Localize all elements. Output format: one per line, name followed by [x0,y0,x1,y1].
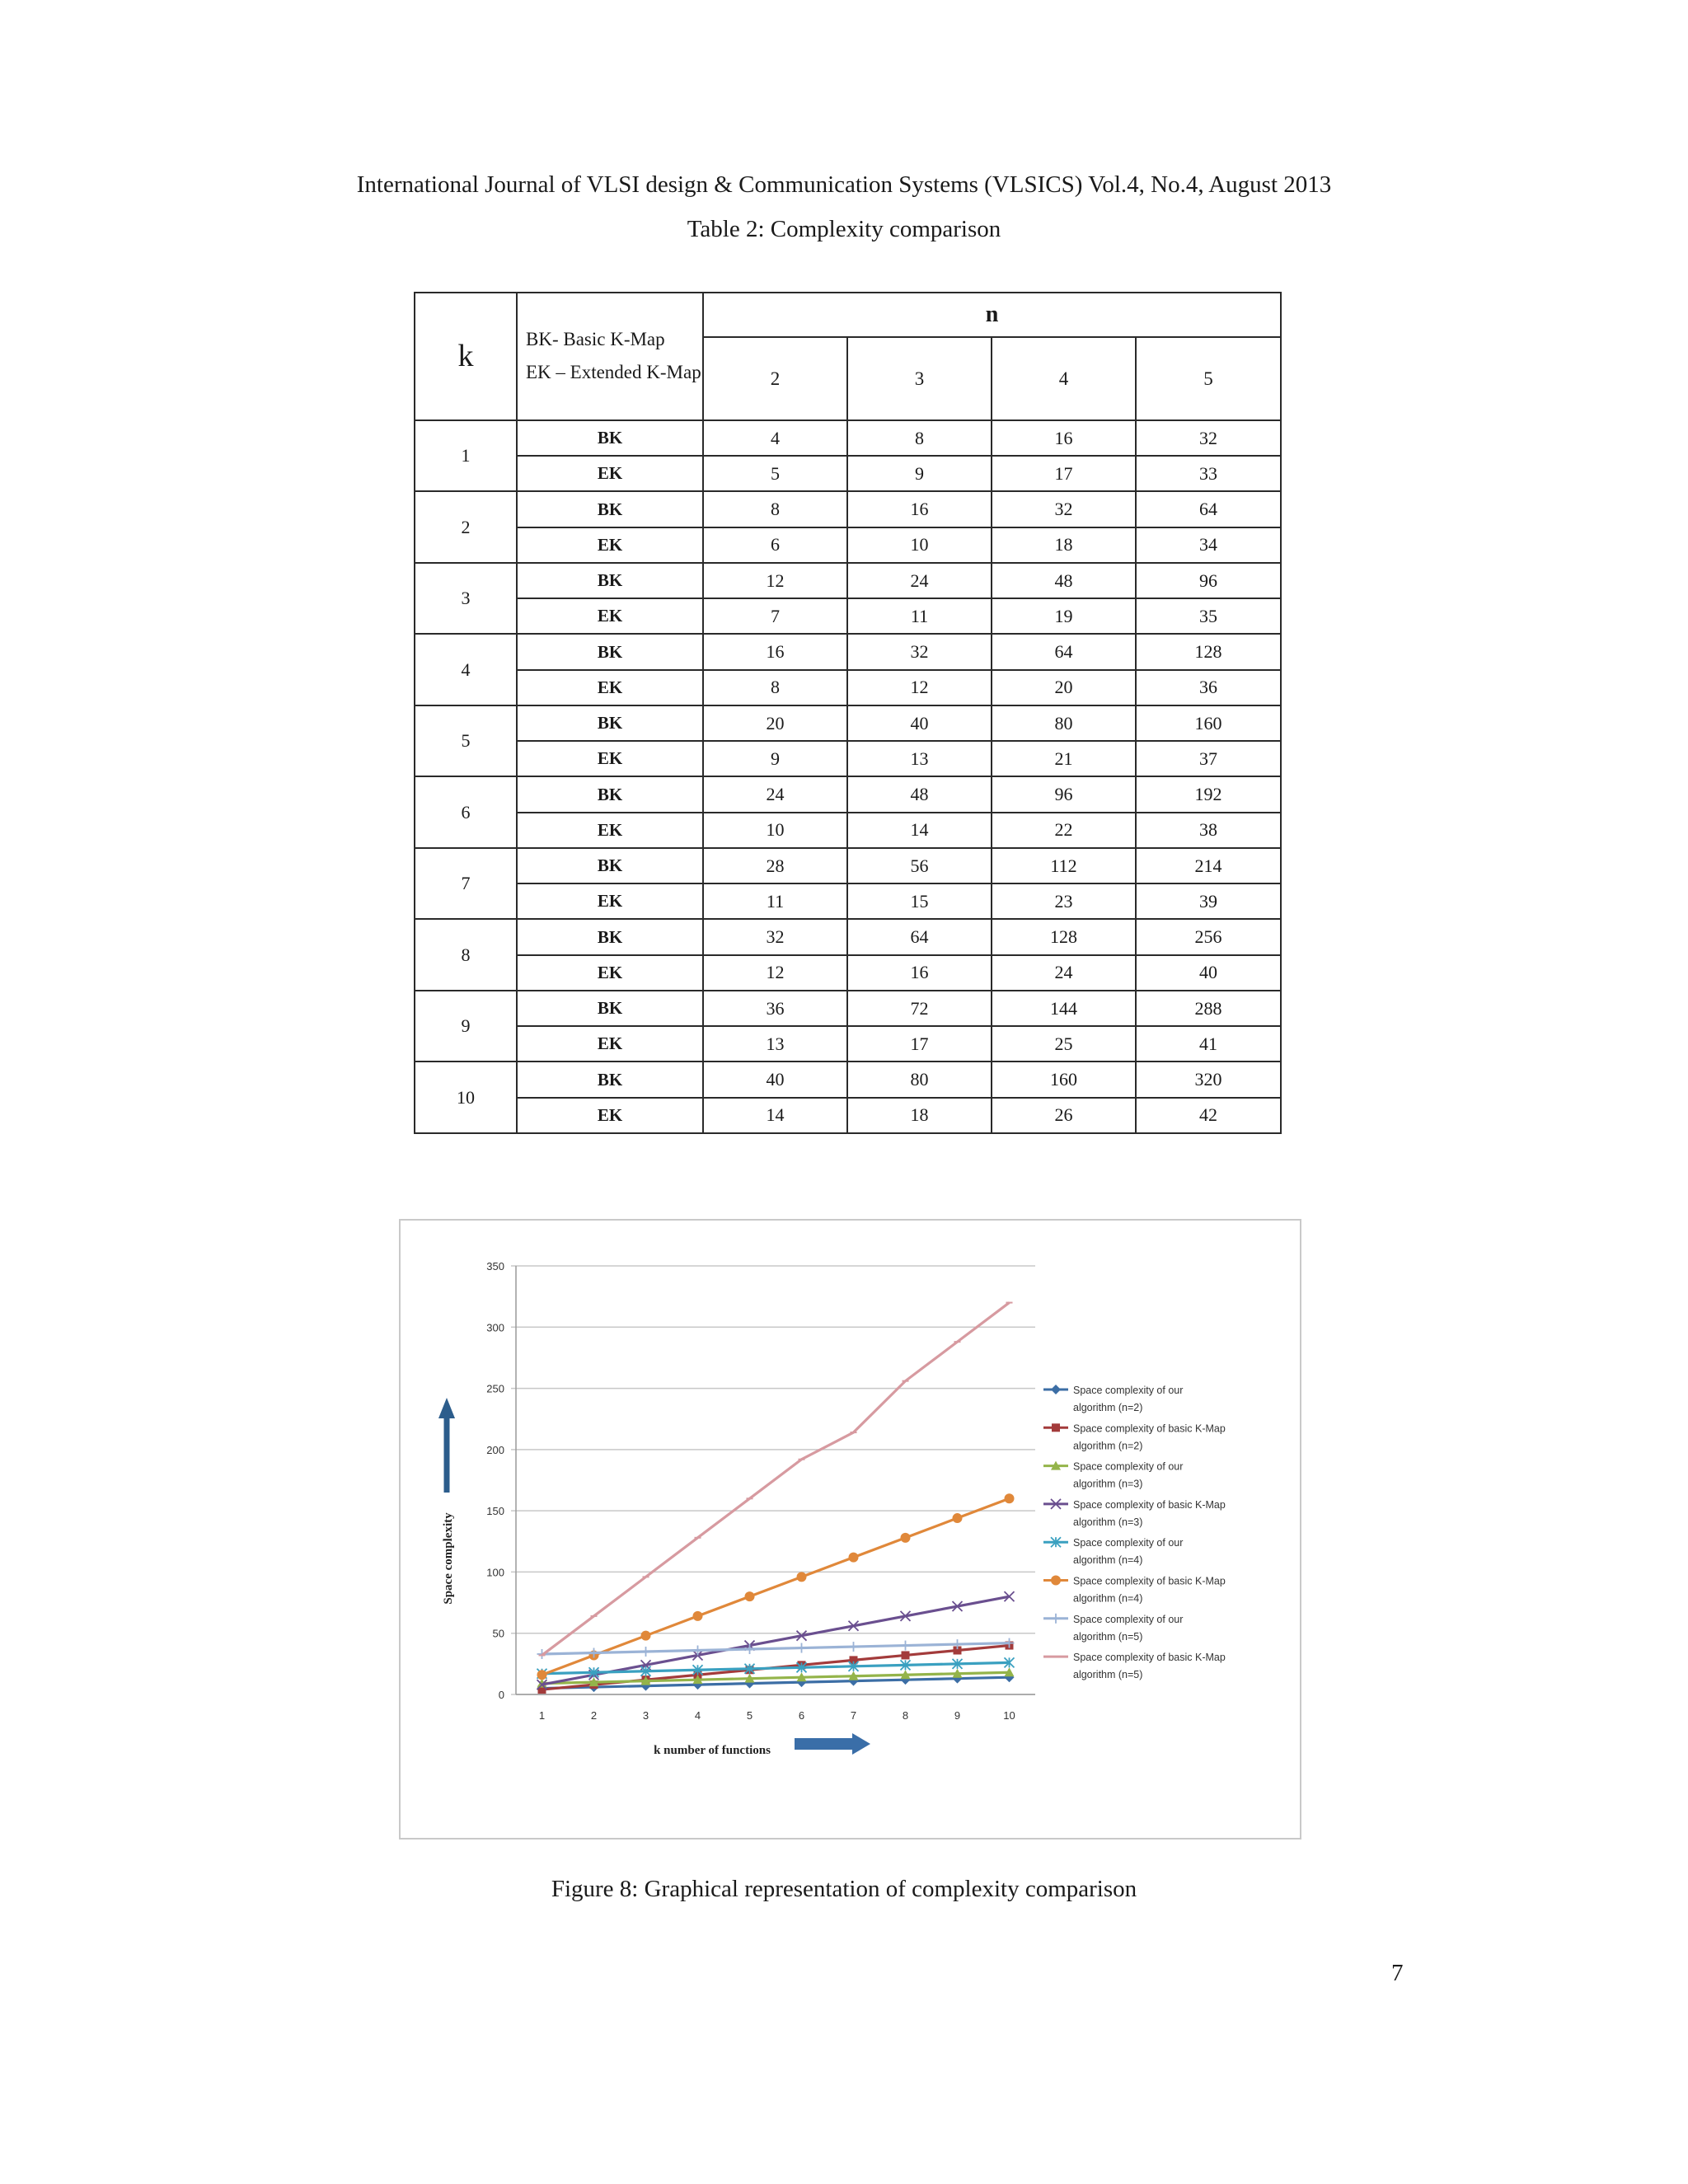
value-cell: 11 [703,883,847,919]
value-cell: 25 [992,1026,1136,1062]
legend-entry-label: Space complexity of our algorithm (n=5) [1073,1613,1184,1643]
value-cell: 23 [992,883,1136,919]
value-cell: 33 [1136,456,1281,491]
type-cell-bk: BK [517,634,703,669]
value-cell: 96 [992,776,1136,812]
n-value-header: 4 [992,337,1136,420]
value-cell: 10 [703,813,847,848]
table-caption: Table 2: Complexity comparison [687,216,1001,242]
x-tick-label: 4 [694,1709,701,1722]
k-cell: 7 [415,848,517,920]
value-cell: 32 [847,634,992,669]
value-cell: 24 [847,563,992,598]
value-cell: 64 [847,919,992,954]
value-cell: 48 [847,776,992,812]
table-row-ek [415,1026,1281,1062]
x-tick-label: 1 [538,1709,546,1722]
value-cell: 36 [1136,670,1281,705]
value-cell: 9 [703,741,847,776]
type-cell-bk: BK [517,919,703,954]
value-cell: 8 [847,420,992,456]
value-cell: 256 [1136,919,1281,954]
circle-marker [849,1553,859,1563]
value-cell: 14 [703,1098,847,1133]
value-cell: 11 [847,598,992,634]
chart-svg [401,1221,1300,1838]
value-cell: 39 [1136,883,1281,919]
value-cell: 80 [847,1062,992,1097]
circle-marker [953,1513,963,1523]
series-line [542,1303,1010,1656]
legend-entry-label: Space complexity of our algorithm (n=4) [1073,1537,1184,1567]
value-cell: 40 [847,705,992,741]
value-cell: 5 [703,456,847,491]
diamond-marker [1051,1385,1061,1394]
table-row-ek [415,670,1281,705]
value-cell: 22 [992,813,1136,848]
k-cell: 4 [415,634,517,705]
x-axis-label: k number of functions [654,1744,771,1757]
table-row-bk [415,491,1281,527]
type-cell-ek: EK [517,1098,703,1133]
type-cell-bk: BK [517,1062,703,1097]
table-row-ek [415,1098,1281,1133]
y-tick-label: 0 [498,1689,504,1701]
value-cell: 7 [703,598,847,634]
type-cell-ek: EK [517,813,703,848]
circle-marker [1005,1493,1015,1503]
x-tick-label: 9 [954,1709,961,1722]
table-row-ek [415,456,1281,491]
value-cell: 16 [992,420,1136,456]
k-cell: 2 [415,491,517,563]
circle-marker [797,1572,807,1582]
table-row-ek [415,883,1281,919]
value-cell: 8 [703,670,847,705]
legend-header [517,293,703,420]
type-cell-ek: EK [517,741,703,776]
value-cell: 16 [847,491,992,527]
x-axis-arrow-icon [795,1738,854,1750]
value-cell: 64 [992,634,1136,669]
value-cell: 16 [847,955,992,991]
type-cell-ek: EK [517,527,703,563]
type-cell-ek: EK [517,670,703,705]
value-cell: 288 [1136,991,1281,1026]
y-tick-label: 150 [486,1505,504,1518]
value-cell: 40 [1136,955,1281,991]
circle-marker [693,1611,703,1621]
k-cell: 9 [415,991,517,1062]
k-cell: 5 [415,705,517,777]
value-cell: 24 [992,955,1136,991]
value-cell: 38 [1136,813,1281,848]
n-header: n [703,293,1281,337]
legend-entry-label: Space complexity of our algorithm (n=2) [1073,1385,1184,1413]
value-cell: 34 [1136,527,1281,563]
type-cell-bk: BK [517,491,703,527]
value-cell: 72 [847,991,992,1026]
value-cell: 160 [992,1062,1136,1097]
legend-entry-label: Space complexity of basic K-Map algorithm (n=3) [1073,1498,1226,1528]
table-row-bk [415,705,1281,741]
value-cell: 6 [703,527,847,563]
y-tick-label: 100 [486,1566,504,1579]
complexity-table [414,292,1282,1134]
x-tick-label: 7 [850,1709,857,1722]
figure-caption: Figure 8: Graphical representation of complexity comparison [551,1876,1137,1902]
value-cell: 112 [992,848,1136,883]
value-cell: 17 [992,456,1136,491]
value-cell: 12 [847,670,992,705]
value-cell: 12 [703,955,847,991]
page-number: 7 [1391,1960,1404,1986]
y-tick-label: 200 [486,1443,504,1456]
table-row-ek [415,598,1281,634]
value-cell: 28 [703,848,847,883]
x-axis-arrow-head-icon [852,1733,870,1755]
table-row-bk [415,563,1281,598]
n-value-header: 3 [847,337,992,420]
square-marker [902,1651,910,1659]
y-axis-label: Space complexity [442,1512,455,1605]
y-tick-label: 250 [486,1382,504,1395]
table-row-ek [415,813,1281,848]
value-cell: 21 [992,741,1136,776]
type-cell-ek: EK [517,598,703,634]
value-cell: 40 [703,1062,847,1097]
x-tick-label: 8 [902,1709,909,1722]
value-cell: 17 [847,1026,992,1062]
value-cell: 35 [1136,598,1281,634]
k-header: k [415,293,517,420]
x-tick-label: 10 [1003,1709,1015,1722]
legend-line-ek: EK – Extended K-Map [526,362,701,383]
value-cell: 214 [1136,848,1281,883]
x-tick-label: 3 [642,1709,649,1722]
complexity-chart [399,1219,1301,1840]
x-tick-label: 2 [590,1709,598,1722]
value-cell: 13 [847,741,992,776]
n-value-header: 2 [703,337,847,420]
value-cell: 9 [847,456,992,491]
value-cell: 42 [1136,1098,1281,1133]
type-cell-bk: BK [517,420,703,456]
table-row-bk [415,420,1281,456]
table-row-bk [415,776,1281,812]
value-cell: 18 [992,527,1136,563]
type-cell-bk: BK [517,991,703,1026]
circle-marker [1051,1576,1061,1586]
circle-marker [901,1533,911,1543]
legend-line-bk: BK- Basic K-Map [526,329,665,350]
y-tick-label: 50 [492,1627,504,1640]
value-cell: 18 [847,1098,992,1133]
table-row-bk [415,848,1281,883]
k-cell: 6 [415,776,517,848]
value-cell: 96 [1136,563,1281,598]
circle-marker [641,1631,651,1641]
table-row-ek [415,741,1281,776]
value-cell: 32 [703,919,847,954]
y-tick-label: 300 [486,1321,504,1334]
table-row-bk [415,1062,1281,1097]
table-row-ek [415,955,1281,991]
y-axis-arrow-head-icon [438,1398,455,1418]
value-cell: 4 [703,420,847,456]
value-cell: 36 [703,991,847,1026]
square-marker [1052,1423,1060,1432]
value-cell: 19 [992,598,1136,634]
value-cell: 20 [703,705,847,741]
type-cell-bk: BK [517,705,703,741]
table-row-bk [415,991,1281,1026]
value-cell: 16 [703,634,847,669]
n-value-header: 5 [1136,337,1281,420]
k-cell: 3 [415,563,517,635]
k-cell: 1 [415,420,517,492]
table-row-bk [415,919,1281,954]
value-cell: 128 [992,919,1136,954]
type-cell-bk: BK [517,848,703,883]
value-cell: 13 [703,1026,847,1062]
value-cell: 10 [847,527,992,563]
legend-entry-label: Space complexity of basic K-Map algorithm (n=5) [1073,1652,1226,1681]
value-cell: 20 [992,670,1136,705]
value-cell: 32 [992,491,1136,527]
value-cell: 48 [992,563,1136,598]
value-cell: 56 [847,848,992,883]
table-row-ek [415,527,1281,563]
type-cell-ek: EK [517,456,703,491]
table-row-bk [415,634,1281,669]
value-cell: 24 [703,776,847,812]
value-cell: 144 [992,991,1136,1026]
type-cell-ek: EK [517,1026,703,1062]
value-cell: 37 [1136,741,1281,776]
type-cell-ek: EK [517,955,703,991]
legend-entry-label: Space complexity of our algorithm (n=3) [1073,1460,1184,1490]
value-cell: 32 [1136,420,1281,456]
legend-entry-label: Space complexity of basic K-Map algorithm (n=4) [1073,1575,1226,1605]
type-cell-ek: EK [517,883,703,919]
value-cell: 128 [1136,634,1281,669]
value-cell: 12 [703,563,847,598]
series-line [542,1662,1010,1673]
value-cell: 192 [1136,776,1281,812]
value-cell: 160 [1136,705,1281,741]
legend-entry-label: Space complexity of basic K-Map algorithm (n=2) [1073,1422,1226,1452]
value-cell: 15 [847,883,992,919]
y-tick-label: 350 [486,1260,504,1272]
type-cell-bk: BK [517,563,703,598]
circle-marker [745,1591,755,1601]
circle-marker [537,1670,547,1680]
x-tick-label: 6 [798,1709,805,1722]
value-cell: 320 [1136,1062,1281,1097]
value-cell: 41 [1136,1026,1281,1062]
value-cell: 64 [1136,491,1281,527]
k-cell: 10 [415,1062,517,1133]
value-cell: 26 [992,1098,1136,1133]
x-tick-label: 5 [746,1709,753,1722]
journal-header: International Journal of VLSI design & Communication Systems (VLSICS) Vol.4, No.4, August 2013 [356,171,1332,198]
value-cell: 8 [703,491,847,527]
type-cell-bk: BK [517,776,703,812]
k-cell: 8 [415,919,517,991]
value-cell: 14 [847,813,992,848]
value-cell: 80 [992,705,1136,741]
